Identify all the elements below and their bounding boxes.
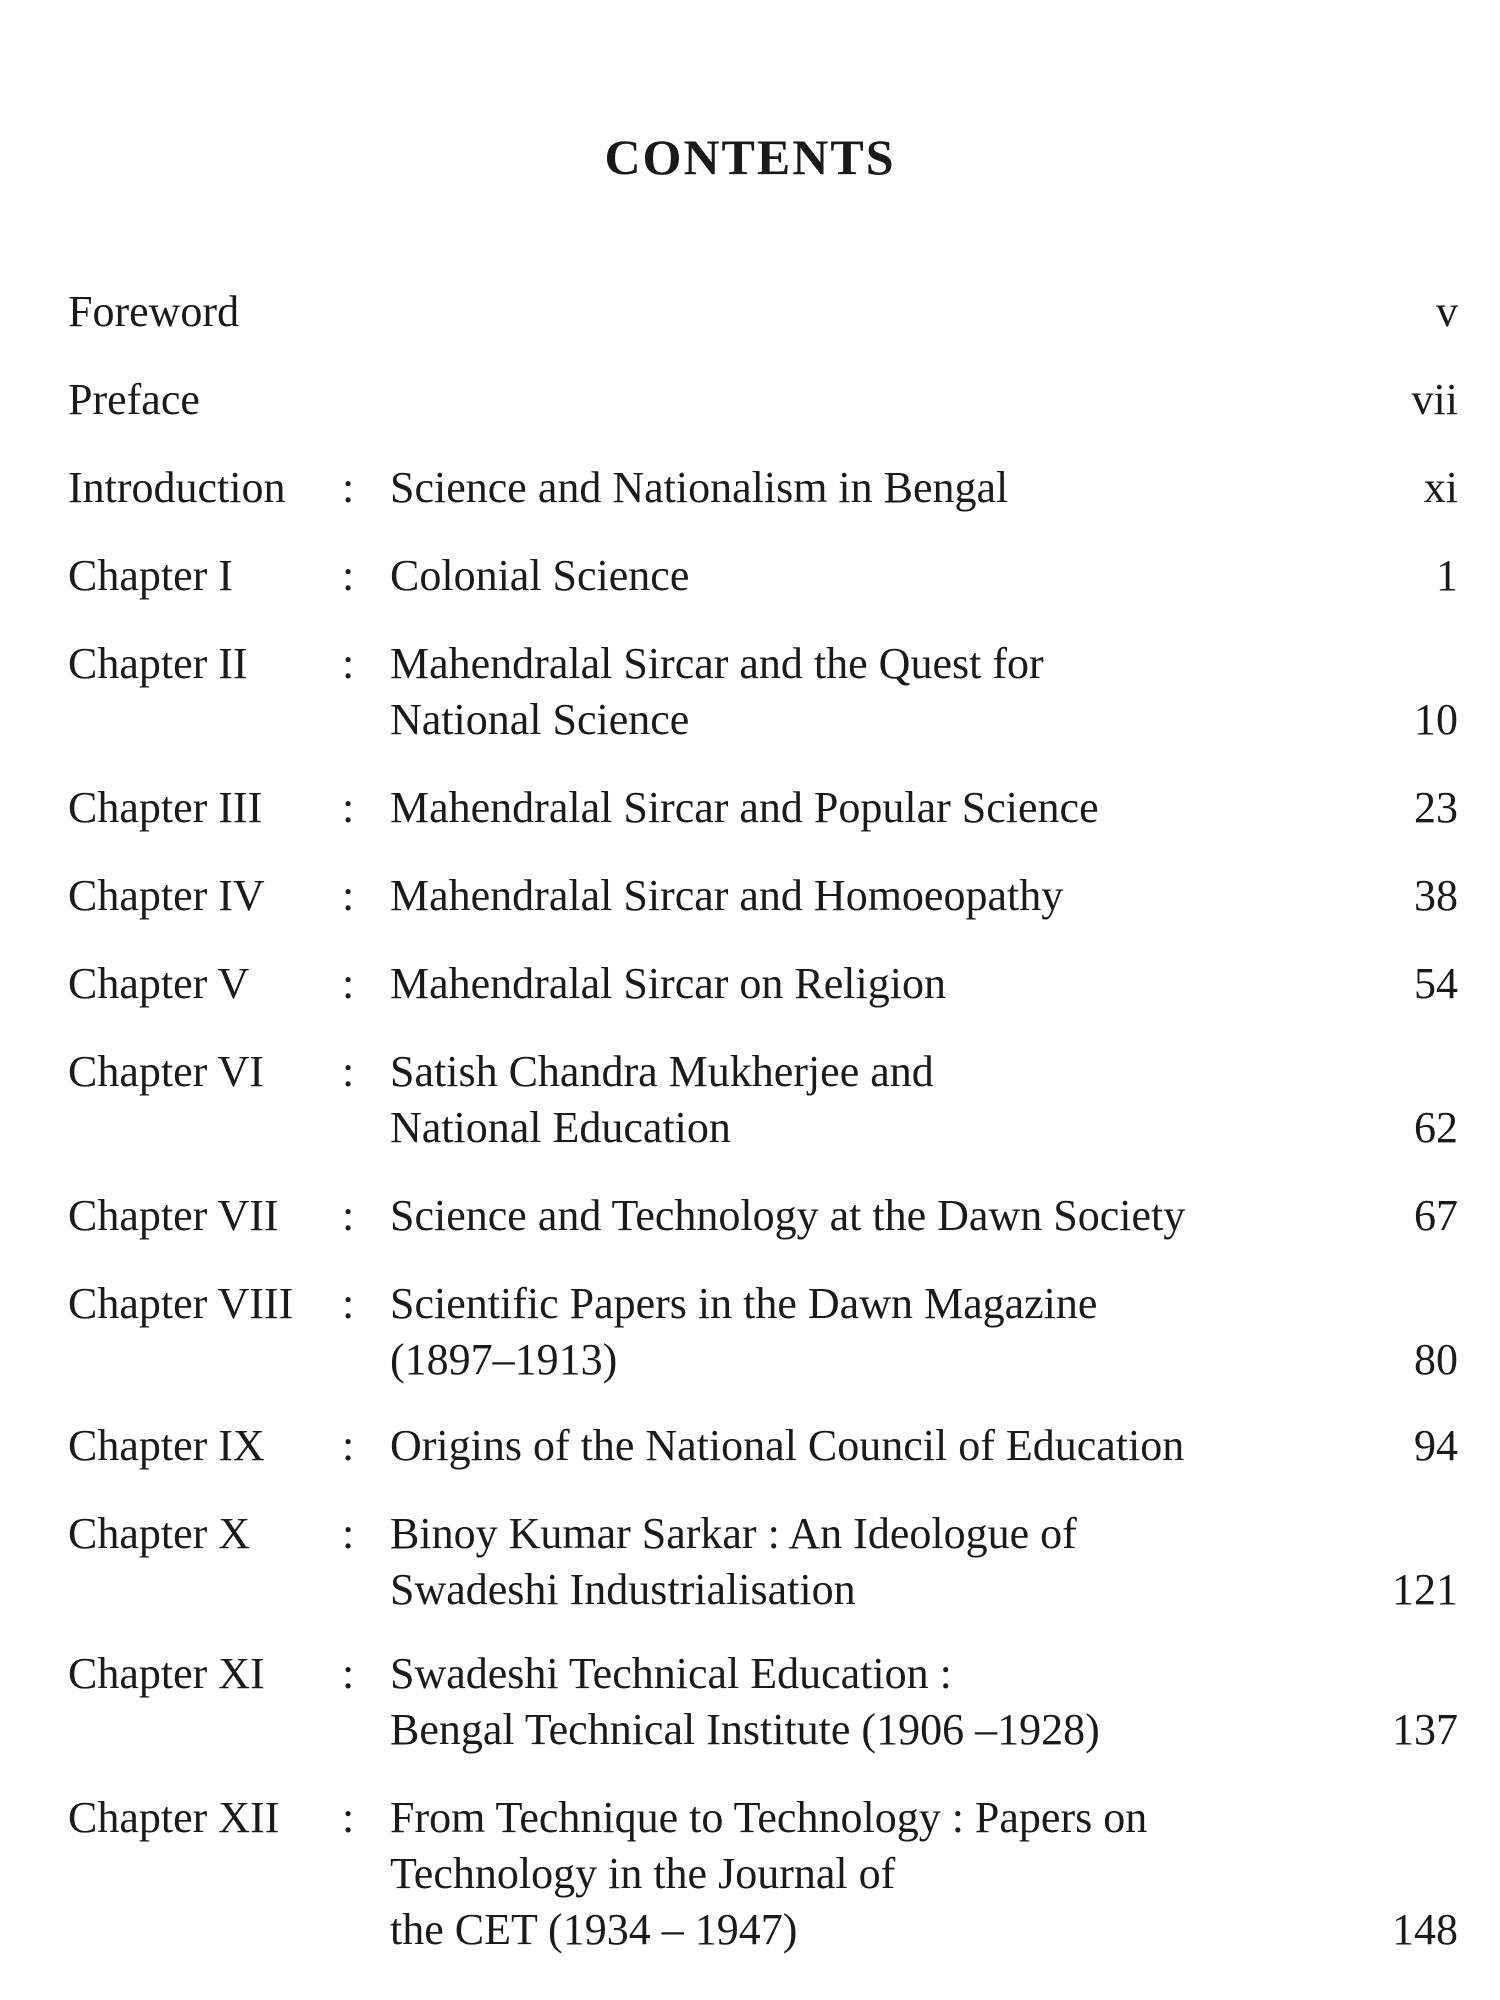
entry-title bbox=[390, 868, 1350, 924]
entry-colon: : bbox=[342, 551, 355, 600]
entry-colon: : bbox=[342, 959, 355, 1008]
entry-title-line: Colonial Science bbox=[390, 551, 690, 600]
entry-title-line: (1897–1913) bbox=[390, 1335, 618, 1384]
entry-title-line: Satish Chandra Mukherjee and bbox=[390, 1047, 934, 1096]
entry-title-line: Swadeshi Industrialisation bbox=[390, 1565, 856, 1614]
entry-colon: : bbox=[342, 783, 355, 832]
entry-colon: : bbox=[342, 639, 355, 688]
entry-title-line: Mahendralal Sircar and Homoeopathy bbox=[390, 871, 1064, 920]
entry-title-line: From Technique to Technology : Papers on bbox=[390, 1793, 1148, 1842]
entry-title-line: Origins of the National Council of Education bbox=[390, 1421, 1185, 1470]
entry-label: Preface bbox=[68, 375, 200, 424]
entry-title-line: Bengal Technical Institute (1906 –1928) bbox=[390, 1705, 1100, 1754]
entry-page-number: 23 bbox=[1414, 783, 1458, 832]
entry-title bbox=[390, 460, 1350, 516]
entry-label: Chapter II bbox=[68, 639, 248, 688]
entry-page-number: 121 bbox=[1392, 1565, 1458, 1614]
entry-page-number: 80 bbox=[1414, 1335, 1458, 1384]
entry-colon: : bbox=[342, 1191, 355, 1240]
entry-label: Chapter IX bbox=[68, 1421, 265, 1470]
entry-label: Introduction bbox=[68, 463, 286, 512]
entry-title-line: the CET (1934 – 1947) bbox=[390, 1905, 798, 1954]
entry-label: Chapter V bbox=[68, 959, 250, 1008]
entry-title-line: National Science bbox=[390, 695, 690, 744]
entry-colon: : bbox=[342, 1793, 355, 1842]
entry-page-number: 1 bbox=[1436, 551, 1458, 600]
entry-page-number: v bbox=[1436, 287, 1458, 336]
entry-title-line: Swadeshi Technical Education : bbox=[390, 1649, 952, 1698]
entry-colon: : bbox=[342, 871, 355, 920]
entry-page-number: 10 bbox=[1414, 695, 1458, 744]
entry-title-line: National Education bbox=[390, 1103, 731, 1152]
entry-label: Chapter XI bbox=[68, 1649, 265, 1698]
entry-title bbox=[390, 1418, 1350, 1474]
entry-title bbox=[390, 1506, 1350, 1618]
entry-colon: : bbox=[342, 1509, 355, 1558]
entry-label: Chapter XII bbox=[68, 1793, 280, 1842]
entry-page-number: 54 bbox=[1414, 959, 1458, 1008]
entry-colon: : bbox=[342, 1047, 355, 1096]
entry-title-line: Science and Technology at the Dawn Society bbox=[390, 1191, 1186, 1240]
entry-page-number: 38 bbox=[1414, 871, 1458, 920]
entry-label: Chapter VIII bbox=[68, 1279, 294, 1328]
entry-colon: : bbox=[342, 1649, 355, 1698]
entry-label: Chapter X bbox=[68, 1509, 251, 1558]
entry-title-line: Mahendralal Sircar and Popular Science bbox=[390, 783, 1099, 832]
entry-title bbox=[390, 636, 1350, 748]
entry-page-number: 62 bbox=[1414, 1103, 1458, 1152]
entry-label: Chapter VI bbox=[68, 1047, 264, 1096]
entry-title bbox=[390, 1790, 1350, 1958]
entry-label: Chapter IV bbox=[68, 871, 265, 920]
entry-title bbox=[390, 1276, 1350, 1388]
entry-title-line: Science and Nationalism in Bengal bbox=[390, 463, 1009, 512]
entry-label: Foreword bbox=[68, 287, 240, 336]
entry-title-line: Scientific Papers in the Dawn Magazine bbox=[390, 1279, 1098, 1328]
entry-title-line: Binoy Kumar Sarkar : An Ideologue of bbox=[390, 1509, 1077, 1558]
entry-page-number: 137 bbox=[1392, 1705, 1458, 1754]
entry-page-number: 94 bbox=[1414, 1421, 1458, 1470]
entry-label: Chapter I bbox=[68, 551, 233, 600]
entry-page-number: 67 bbox=[1414, 1191, 1458, 1240]
entry-title bbox=[390, 548, 1350, 604]
entry-label: Chapter III bbox=[68, 783, 263, 832]
entry-page-number: vii bbox=[1411, 375, 1458, 424]
entry-colon: : bbox=[342, 463, 355, 512]
entry-title bbox=[390, 780, 1350, 836]
entry-colon: : bbox=[342, 1421, 355, 1470]
entry-title bbox=[390, 1044, 1350, 1156]
entry-title bbox=[390, 1646, 1350, 1758]
entry-title bbox=[390, 1188, 1350, 1244]
entry-title-line: Technology in the Journal of bbox=[390, 1849, 896, 1898]
entry-colon: : bbox=[342, 1279, 355, 1328]
entry-title-line: Mahendralal Sircar on Religion bbox=[390, 959, 946, 1008]
entry-page-number: 148 bbox=[1392, 1905, 1458, 1954]
entry-title bbox=[390, 956, 1350, 1012]
entry-page-number: xi bbox=[1423, 463, 1458, 512]
page-title: CONTENTS bbox=[604, 129, 896, 185]
entry-title-line: Mahendralal Sircar and the Quest for bbox=[390, 639, 1044, 688]
entry-label: Chapter VII bbox=[68, 1191, 279, 1240]
